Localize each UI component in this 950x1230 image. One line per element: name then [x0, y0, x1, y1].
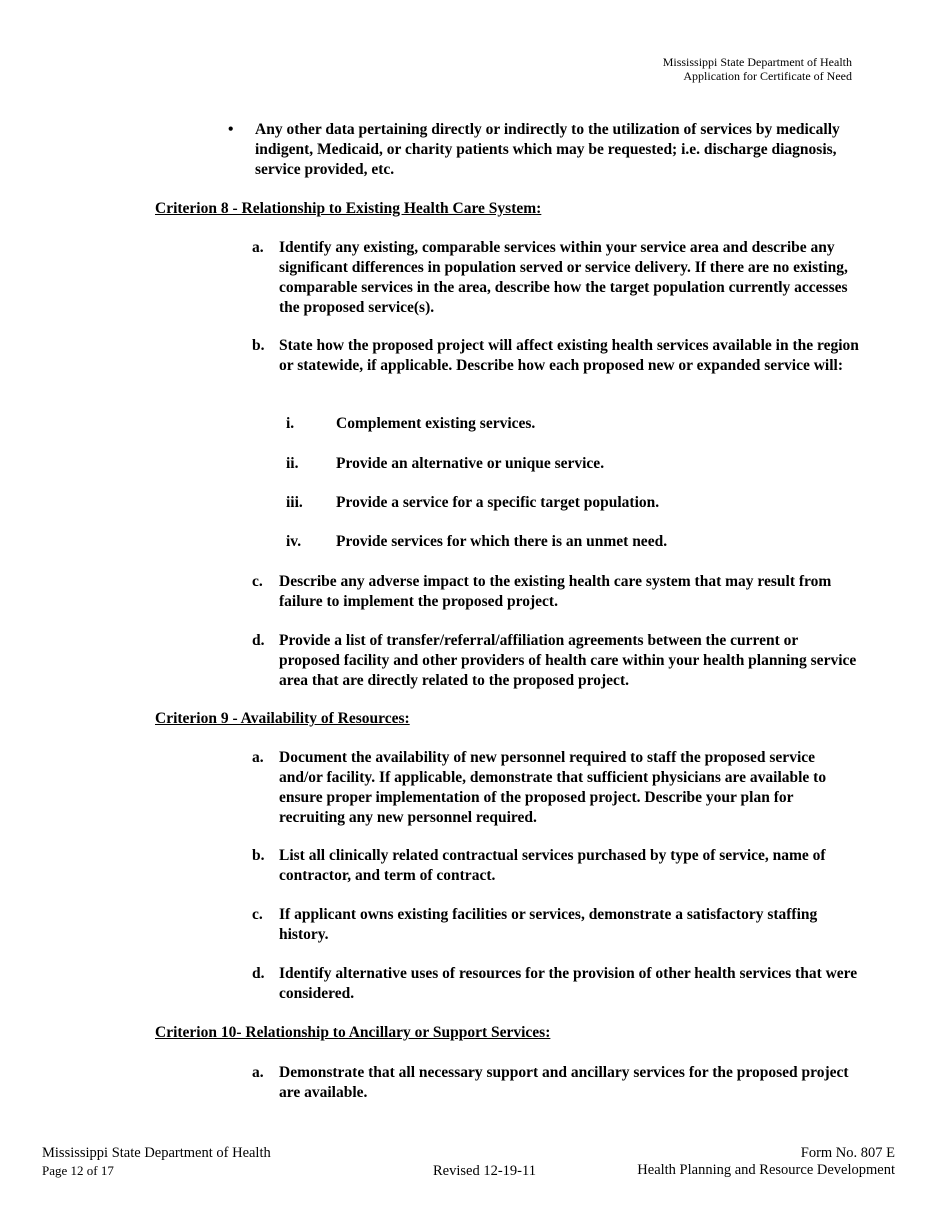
item-text: State how the proposed project will affect existing health services available in the region or statewide, if applicable. Describe how each proposed new or expanded service will: — [279, 337, 859, 374]
header-department: Mississippi State Department of Health — [662, 55, 852, 69]
criterion-10-title: Criterion 10- Relationship to Ancillary or Support Services: — [155, 1024, 551, 1041]
subitem-label: iv. — [286, 533, 302, 550]
subitem-label: i. — [286, 415, 295, 432]
item-text: List all clinically related contractual services purchased by type of service, name of contractor, and term of contract. — [279, 847, 826, 884]
footer-page-number: Page 12 of 17 — [42, 1163, 114, 1178]
page-header — [663, 55, 852, 83]
item-label: c. — [252, 573, 263, 590]
item-label: c. — [252, 906, 263, 923]
header-application-title: Application for Certificate of Need — [683, 69, 852, 83]
item-label: a. — [252, 749, 264, 766]
footer-right — [637, 1145, 895, 1179]
subitem-text: Complement existing services. — [336, 415, 536, 432]
subitem-text: Provide an alternative or unique service. — [336, 455, 605, 472]
item-text: Demonstrate that all necessary support and ancillary services for the proposed project are available. — [279, 1064, 849, 1101]
item-label: d. — [252, 965, 265, 982]
footer-department: Mississippi State Department of Health — [42, 1145, 271, 1161]
footer-division: Health Planning and Resource Development — [637, 1162, 895, 1178]
item-text: Describe any adverse impact to the existing health care system that may result from failure to implement the proposed project. — [279, 573, 832, 610]
bullet-text: Any other data pertaining directly or indirectly to the utilization of services by medically indigent, Medicaid, or charity patients which may be requested; i.e. discharge diagnosis, service provided, etc. — [255, 121, 840, 178]
criterion-9-title: Criterion 9 - Availability of Resources: — [155, 710, 410, 727]
item-text: Identify any existing, comparable services within your service area and describe any significant differences in population served or service delivery. If there are no existing, comparable services in the area, describe how the target population currently accesses the proposed service(s). — [279, 239, 848, 316]
item-label: d. — [252, 632, 265, 649]
item-label: a. — [252, 239, 264, 256]
item-label: b. — [252, 847, 265, 864]
criterion-8-title: Criterion 8 - Relationship to Existing Health Care System: — [155, 200, 542, 217]
subitem-text: Provide a service for a specific target population. — [336, 494, 660, 511]
subitem-label: iii. — [286, 494, 303, 511]
subitem-text: Provide services for which there is an unmet need. — [336, 533, 668, 550]
footer-form-number: Form No. 807 E — [800, 1145, 895, 1161]
bullet-dot-icon: • — [228, 121, 234, 138]
footer-left — [42, 1145, 271, 1179]
item-text: Provide a list of transfer/referral/affiliation agreements between the current or proposed facility and other providers of health care within your health planning service area that are directly related to the proposed project. — [279, 632, 857, 689]
item-text: Document the availability of new personnel required to staff the proposed service and/or facility. If applicable, demonstrate that sufficient physicians are available to ensure proper implementation of the proposed project. Describe your plan for recruiting any new personnel required. — [279, 749, 827, 826]
item-text: If applicant owns existing facilities or services, demonstrate a satisfactory staffing history. — [279, 906, 818, 943]
item-label: a. — [252, 1064, 264, 1081]
subitem-label: ii. — [286, 455, 299, 472]
item-text: Identify alternative uses of resources for the provision of other health services that were considered. — [279, 965, 858, 1002]
footer-revised-date: Revised 12-19-11 — [433, 1163, 536, 1179]
item-label: b. — [252, 337, 265, 354]
